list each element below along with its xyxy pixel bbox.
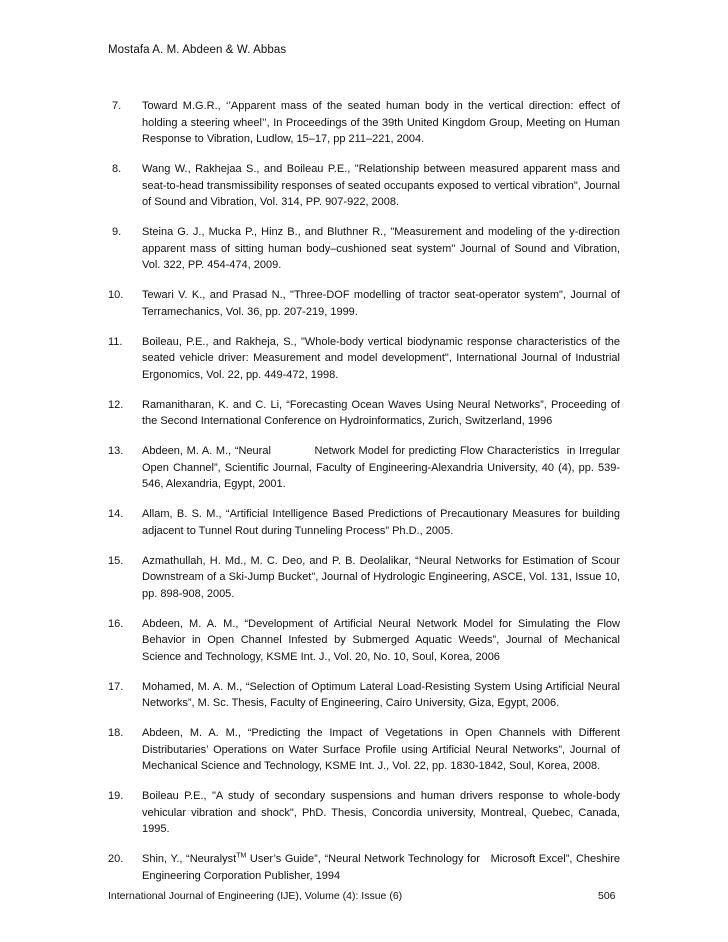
reference-text: Abdeen, M. A. M., “Predicting the Impact of Vegetations in Open Channels with Different Distributaries’ Operations on Water Surface Profile using Artificial Neural Networks”, Journal of Mechanical Science and Technology, KSME Int. J., Vol. 22, pp. 1830-1842, Soul, Korea, 2008.	[142, 727, 620, 772]
reference-number: 20.	[108, 853, 124, 865]
reference-item	[108, 224, 620, 274]
reference-text-after: User’s Guide”, “Neural Network Technology for Microsoft Excel”, Cheshire Engineering Corporation Publisher, 1994	[142, 853, 624, 882]
reference-number: 7.	[112, 100, 122, 112]
reference-text: Tewari V. K., and Prasad N., "Three-DOF modelling of tractor seat-operator system", Journal of Terramechanics, Vol. 36, pp. 207-219, 1999.	[142, 289, 620, 318]
reference-number: 11.	[108, 335, 123, 348]
reference-list	[108, 98, 624, 898]
reference-item	[108, 397, 620, 430]
trademark-superscript: TM	[236, 852, 247, 860]
reference-number: 10.	[108, 289, 124, 301]
reference-text: Boileau P.E., "A study of secondary suspensions and human drivers response to whole-body vehicular vibration and shock", PhD. Thesis, Concordia university, Montreal, Quebec, Canada, 1995.	[142, 790, 620, 835]
reference-number: 8.	[112, 163, 122, 175]
reference-item	[108, 443, 624, 493]
reference-number: 12.	[108, 398, 124, 411]
running-head: Mostafa A. M. Abdeen & W. Abbas	[108, 44, 287, 56]
reference-text: Boileau, P.E., and Rakheja, S., "Whole-body vertical biodynamic response characteristics of the seated vehicle driver: Measurement and model development", International Journal of Industrial Ergonomics, Vol. 22, pp. 449-472, 1998.	[142, 335, 620, 381]
reference-item	[108, 679, 620, 712]
reference-item	[108, 616, 620, 666]
footer-journal: International Journal of Engineering (IJE), Volume (4): Issue (6)	[108, 890, 403, 902]
reference-item	[108, 506, 620, 539]
reference-number: 17.	[108, 680, 124, 693]
reference-number: 15.	[108, 554, 124, 567]
reference-item	[108, 553, 620, 603]
reference-text: Abdeen, M. A. M., “Development of Artificial Neural Network Model for Simulating the Flow Behavior in Open Channel Infested by Submerged Aquatic Weeds”, Journal of Mechanical Science and Technology, KSME Int. J., Vol. 20, No. 10, Soul, Korea, 2006	[142, 617, 620, 663]
reference-text: Toward M.G.R., ‘’Apparent mass of the seated human body in the vertical direction: effect of holding a steering wheel’’, In Proceedings of the 39th United Kingdom Group, Meeting on Human Response to Vibration, Ludlow, 15–17, pp 211–221, 2004.	[142, 100, 620, 145]
reference-number: 9.	[112, 226, 122, 238]
reference-text: Steina G. J., Mucka P., Hinz B., and Bluthner R., "Measurement and modeling of the y-direction apparent mass of sitting human body–cushioned seat system" Journal of Sound and Vibration, Vol. 322, PP. 454-474, 2009.	[142, 226, 620, 271]
page-number: 506	[598, 890, 616, 902]
reference-text: Azmathullah, H. Md., M. C. Deo, and P. B. Deolalikar, “Neural Networks for Estimation of Scour Downstream of a Ski-Jump Bucket", Journal of Hydrologic Engineering, ASCE, Vol. 131, Issue 10, pp. 898-908, 2005.	[142, 554, 620, 600]
reference-item	[108, 788, 620, 838]
reference-text: Abdeen, M. A. M., “Neural Network Model for predicting Flow Characteristics in Irregular Open Channel”, Scientific Journal, Faculty of Engineering-Alexandria University, 40 (4), pp. 539-546, Alexandria, Egypt, 2001.	[142, 445, 624, 490]
reference-text: Allam, B. S. M., “Artificial Intelligence Based Predictions of Precautionary Measures for building adjacent to Tunnel Rout during Tunneling Process” Ph.D., 2005.	[142, 508, 620, 537]
reference-number: 14.	[108, 508, 124, 520]
reference-item	[108, 334, 620, 384]
reference-text: Ramanitharan, K. and C. Li, “Forecasting Ocean Waves Using Neural Networks”, Proceeding of the Second International Conference on Hydroinformatics, Zurich, Switzerland, 1996	[142, 398, 620, 427]
reference-text: Mohamed, M. A. M., “Selection of Optimum Lateral Load-Resisting System Using Artificial Neural Networks”, M. Sc. Thesis, Faculty of Engineering, Cairo University, Giza, Egypt, 2006.	[142, 680, 620, 709]
reference-number: 18.	[108, 727, 124, 739]
reference-item	[108, 161, 620, 211]
reference-item	[108, 725, 620, 775]
reference-number: 13.	[108, 445, 124, 457]
reference-item	[108, 98, 620, 148]
reference-text: Wang W., Rakhejaa S., and Boileau P.E., "Relationship between measured apparent mass and seat-to-head transmissibility responses of seated occupants exposed to vertical vibration", Journal of Sound and Vibration, Vol. 314, PP. 907-922, 2008.	[142, 163, 620, 208]
reference-number: 19.	[108, 790, 124, 802]
reference-item	[108, 851, 624, 884]
reference-text-before: Shin, Y., “Neuralyst	[142, 853, 237, 865]
reference-item	[108, 287, 620, 320]
reference-number: 16.	[108, 617, 124, 630]
